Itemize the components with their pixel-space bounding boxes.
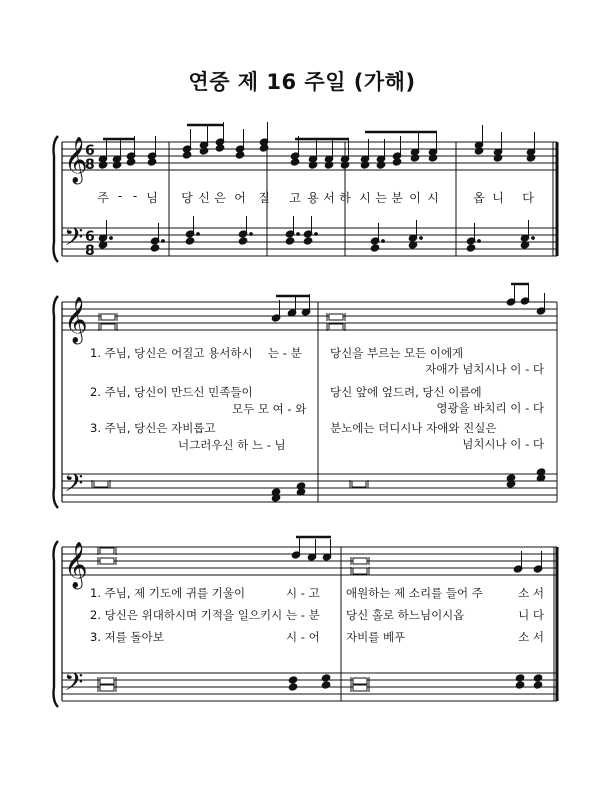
note-head bbox=[515, 674, 525, 682]
verse-3-part-b: 너그러우신 하 느 - 님 bbox=[178, 438, 286, 452]
verse-2-part-a: 2. 주님, 당신이 만드신 민족들이 bbox=[90, 385, 253, 399]
breve-note bbox=[94, 481, 108, 487]
verse-1-part-d: 소 서 bbox=[518, 586, 544, 600]
note-head bbox=[533, 674, 543, 682]
note-dot bbox=[315, 233, 318, 236]
lyric-syllable: 님 bbox=[146, 191, 158, 205]
note-head bbox=[466, 244, 476, 252]
lyric-syllable: 이 bbox=[409, 191, 421, 205]
time-signature: 6 bbox=[85, 143, 95, 159]
note-head bbox=[215, 144, 225, 152]
breve-note bbox=[100, 685, 114, 691]
note-head bbox=[235, 151, 245, 159]
bass-clef: 𝄢 bbox=[64, 469, 84, 504]
note-head bbox=[324, 161, 334, 169]
note-head bbox=[392, 158, 402, 166]
note-head bbox=[199, 147, 209, 155]
verse-3-part-a: 3. 저를 돌아보 bbox=[90, 630, 164, 644]
note-dot bbox=[250, 233, 253, 236]
note-head bbox=[150, 244, 160, 252]
lyric-syllable: 옵 bbox=[473, 191, 485, 205]
verse-2-part-c: 당신 홀로 하느님이시옵 bbox=[346, 608, 465, 622]
lyric-syllable: 하 bbox=[339, 191, 351, 205]
time-signature: 6 bbox=[85, 229, 95, 245]
lyric-syllable: 어 bbox=[234, 191, 246, 205]
note-dot bbox=[110, 237, 113, 240]
verse-2-part-c: 당신 앞에 엎드려, 당신 이름에 bbox=[330, 385, 482, 399]
note-head bbox=[288, 676, 298, 684]
treble-clef: 𝄞 bbox=[64, 542, 88, 588]
lyric-syllable: 고 bbox=[289, 191, 301, 205]
bass-clef: 𝄢 bbox=[64, 668, 84, 703]
lyric-syllable: 은 bbox=[214, 191, 226, 205]
treble-clef: 𝄞 bbox=[64, 137, 88, 183]
note-head bbox=[303, 237, 313, 245]
note-dot bbox=[478, 240, 481, 243]
note-dot bbox=[382, 240, 385, 243]
verse-1-part-d: 자애가 넘치시나 이 - 다 bbox=[425, 362, 544, 376]
lyric-syllable: 분 bbox=[391, 191, 403, 205]
note-dot bbox=[297, 233, 300, 236]
lyric-syllable: 니 bbox=[492, 191, 504, 205]
verse-3-part-b: 시 - 어 bbox=[286, 630, 320, 644]
note-head bbox=[147, 158, 157, 166]
time-signature: 8 bbox=[85, 243, 95, 259]
bass-clef: 𝄢 bbox=[64, 223, 84, 258]
lyric-syllable: 당 bbox=[181, 191, 193, 205]
breve-note bbox=[353, 685, 367, 691]
note-head bbox=[410, 154, 420, 162]
note-head bbox=[290, 158, 300, 166]
note-head bbox=[321, 674, 331, 682]
lyric-syllable: 다 bbox=[522, 191, 534, 205]
verse-1-part-c: 당신을 부르는 모든 이에게 bbox=[330, 346, 464, 360]
verse-1-part-b: 는 - 분 bbox=[268, 346, 302, 360]
note-head bbox=[112, 161, 122, 169]
note-head bbox=[340, 161, 350, 169]
note-head bbox=[493, 154, 503, 162]
brace bbox=[54, 296, 59, 508]
note-head bbox=[126, 158, 136, 166]
note-dot bbox=[197, 233, 200, 236]
note-head bbox=[185, 237, 195, 245]
breve-note bbox=[353, 558, 367, 564]
breve-note bbox=[352, 481, 366, 487]
verse-1-part-c: 애원하는 제 소리를 들어 주 bbox=[346, 586, 483, 600]
note-head bbox=[360, 161, 370, 169]
lyric-syllable: 서 bbox=[323, 191, 335, 205]
breve-note bbox=[353, 678, 367, 684]
lyric-syllable: - bbox=[117, 189, 123, 203]
brace bbox=[54, 136, 59, 262]
note-head bbox=[370, 244, 380, 252]
note-head bbox=[474, 147, 484, 155]
lyric-syllable: 질 bbox=[258, 191, 270, 205]
lyric-syllable: - bbox=[132, 189, 138, 203]
verse-1-part-b: 시 - 고 bbox=[286, 586, 320, 600]
note-head bbox=[526, 154, 536, 162]
note-head bbox=[376, 161, 386, 169]
note-head bbox=[98, 161, 108, 169]
brace bbox=[54, 541, 59, 707]
verse-1-part-a: 1. 주님, 제 기도에 귀를 기울이 bbox=[90, 586, 246, 600]
lyric-syllable: 는 bbox=[375, 191, 387, 205]
treble-clef: 𝄞 bbox=[64, 297, 88, 343]
verse-1-part-a: 1. 주님, 당신은 어질고 용서하시 bbox=[90, 346, 253, 360]
verse-3-part-c: 분노에는 더디시나 자애와 진실은 bbox=[330, 421, 497, 435]
breve-note bbox=[101, 324, 115, 330]
note-head bbox=[321, 681, 331, 689]
verse-2-part-b: 는 - 분 bbox=[286, 608, 320, 622]
breve-note bbox=[329, 314, 343, 320]
note-head bbox=[285, 237, 295, 245]
lyric-syllable: 시 bbox=[427, 191, 439, 205]
verse-3-part-d: 넘치시나 이 - 다 bbox=[462, 437, 544, 451]
note-dot bbox=[162, 240, 165, 243]
note-head bbox=[288, 683, 298, 691]
breve-note bbox=[100, 548, 114, 554]
verse-2-part-a: 2. 당신은 위대하시며 기적을 일으키시 bbox=[90, 608, 283, 622]
note-head bbox=[238, 237, 248, 245]
breve-note bbox=[100, 678, 114, 684]
breve-note bbox=[100, 558, 114, 564]
page-title: 연중 제 16 주일 (가해) bbox=[188, 70, 416, 94]
breve-note bbox=[329, 324, 343, 330]
lyric-syllable: 주 bbox=[97, 191, 109, 205]
verse-2-part-b: 모두 모 여 - 와 bbox=[232, 402, 307, 416]
lyric-syllable: 신 bbox=[198, 191, 210, 205]
note-dot bbox=[532, 237, 535, 240]
note-head bbox=[533, 681, 543, 689]
note-head bbox=[428, 154, 438, 162]
note-head bbox=[308, 161, 318, 169]
lyric-syllable: 용 bbox=[307, 191, 319, 205]
breve-note bbox=[353, 568, 367, 574]
note-dot bbox=[420, 237, 423, 240]
time-signature: 8 bbox=[85, 157, 95, 173]
note-head bbox=[515, 681, 525, 689]
note-head bbox=[182, 151, 192, 159]
breve-note bbox=[101, 314, 115, 320]
verse-3-part-a: 3. 주님, 당신은 자비롭고 bbox=[90, 421, 216, 435]
verse-2-part-d: 니 다 bbox=[518, 608, 544, 622]
verse-2-part-d: 영광을 바치리 이 - 다 bbox=[436, 401, 544, 415]
verse-3-part-c: 자비를 베푸 bbox=[346, 630, 406, 644]
verse-3-part-d: 소 서 bbox=[518, 630, 544, 644]
lyric-syllable: 시 bbox=[359, 191, 371, 205]
